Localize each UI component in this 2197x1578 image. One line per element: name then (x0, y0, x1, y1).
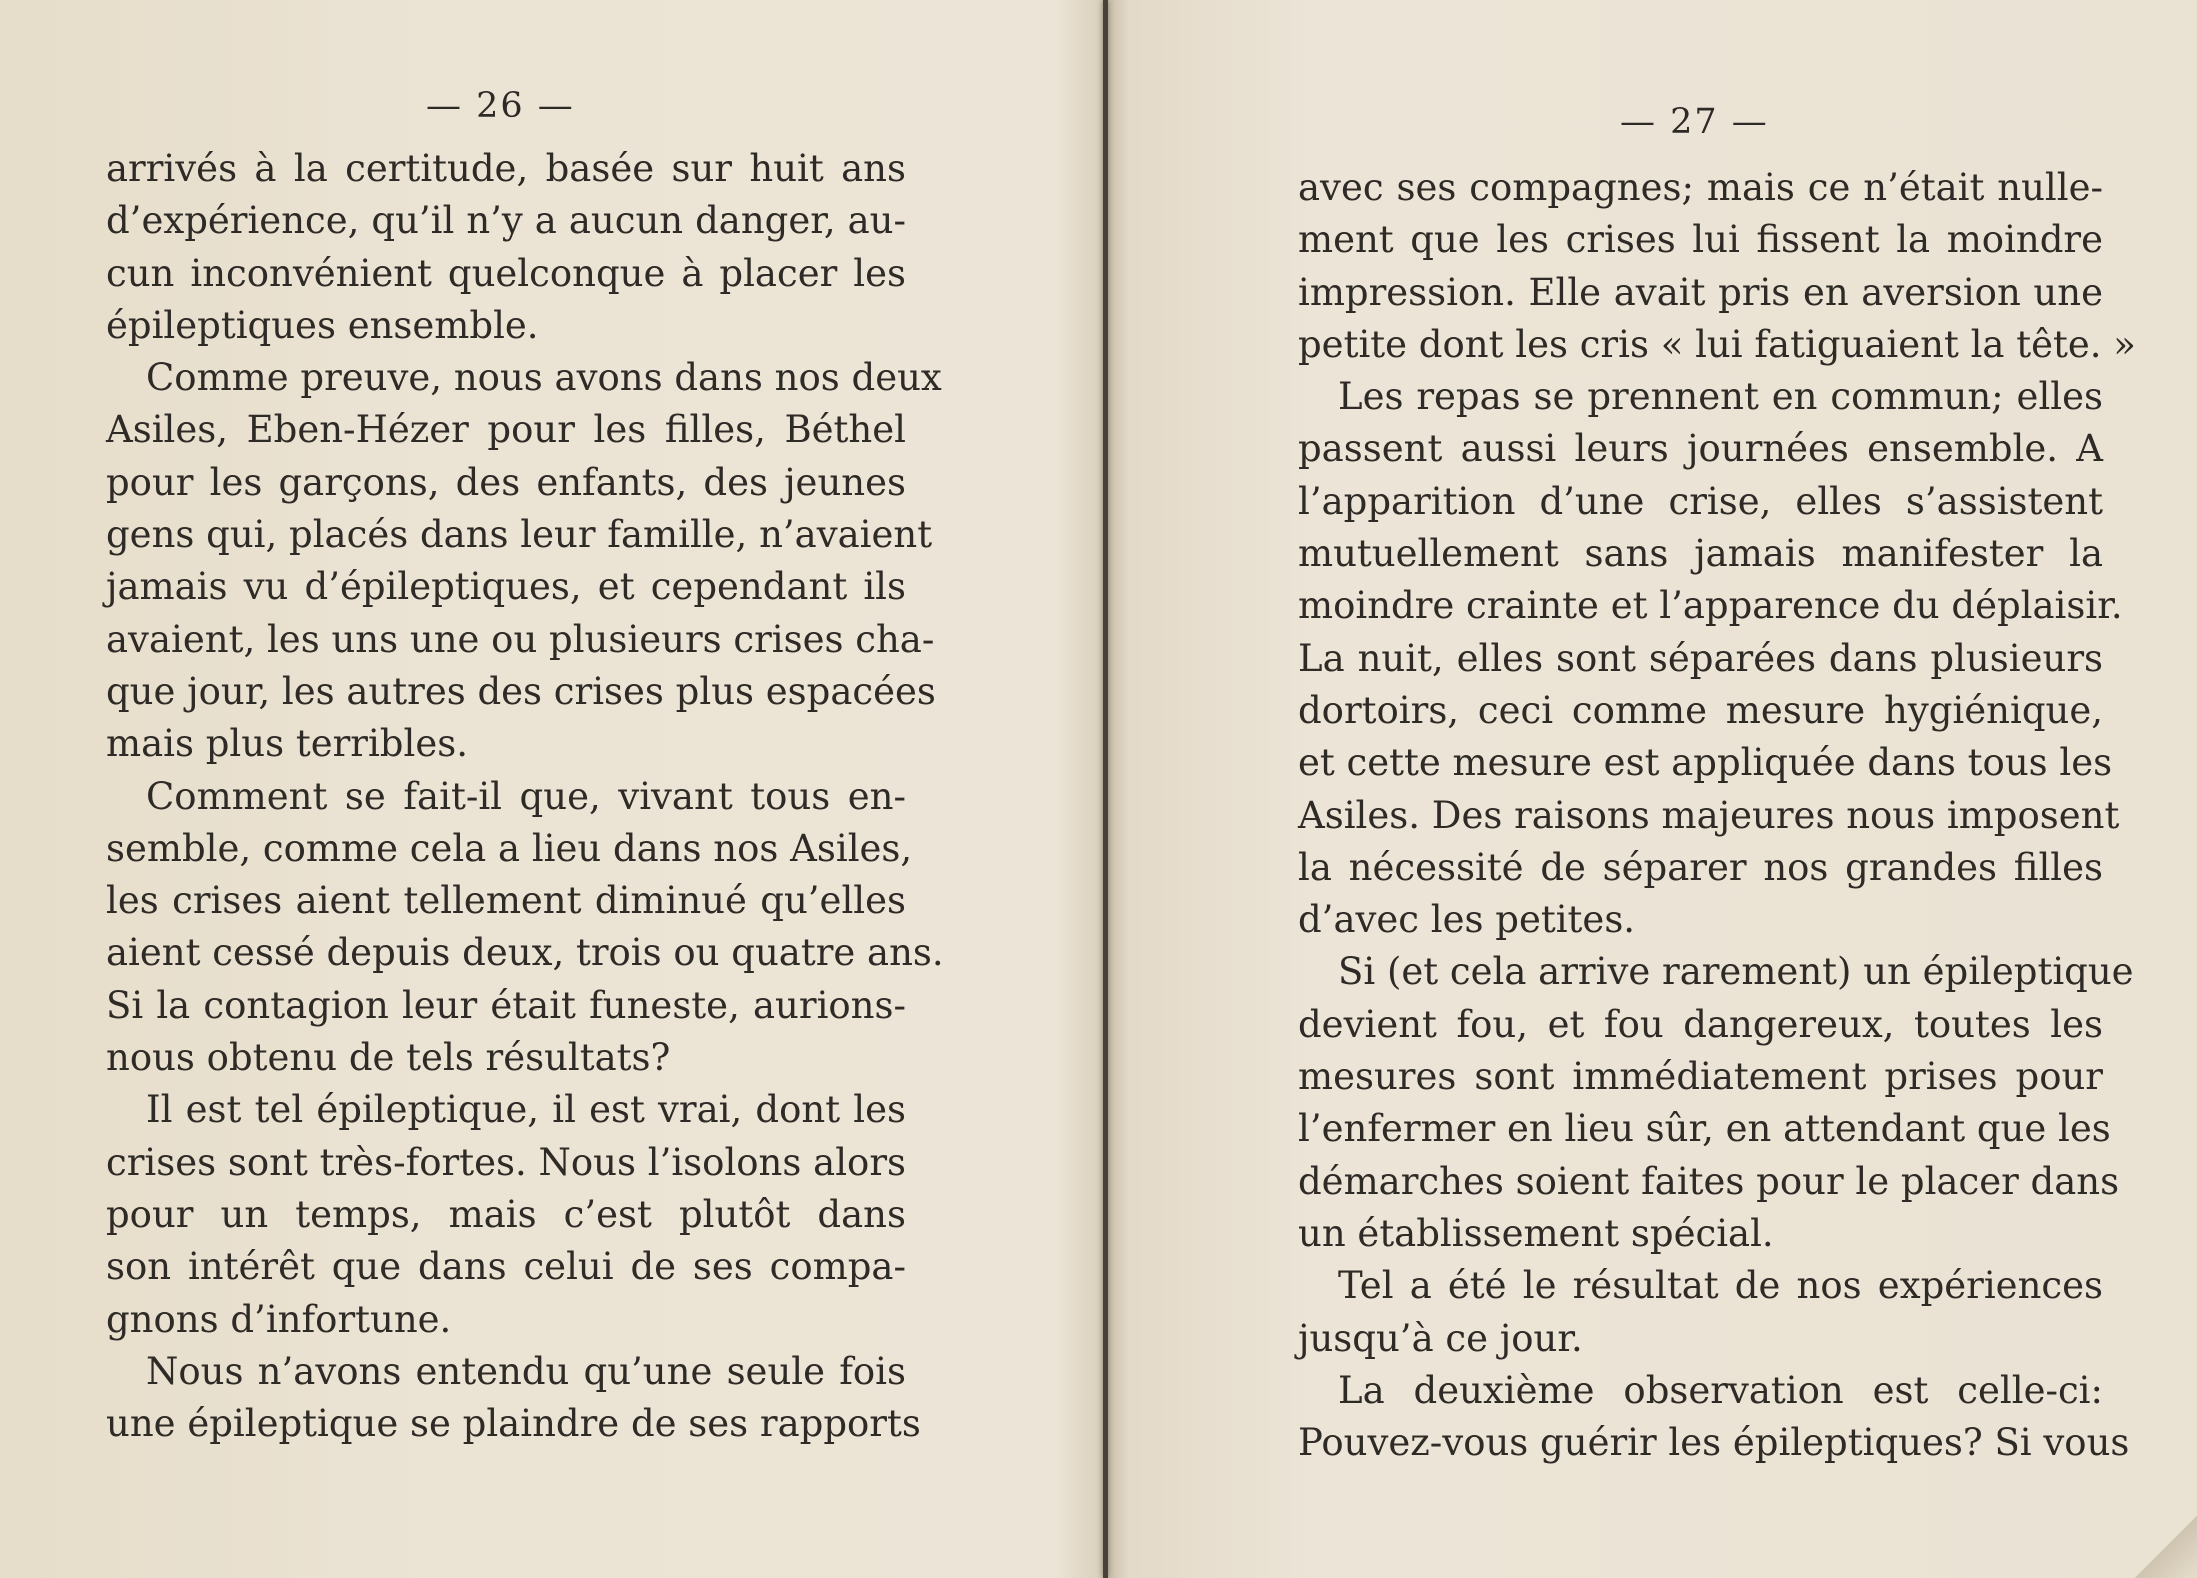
text-line: La deuxième observation est celle-ci: (1338, 1368, 2103, 1412)
text-line: Si (et cela arrive rarement) un épileptique (1338, 950, 2134, 994)
text-line: ment que les crises lui fissent la moindre (1298, 218, 2103, 262)
right-page-text (1298, 162, 2136, 1469)
text-line: d’expérience, qu’il n’y a aucun danger, au- (106, 199, 906, 243)
text-line: Il est tel épileptique, il est vrai, dont les (146, 1088, 906, 1132)
text-line: Comme preuve, nous avons dans nos deux (146, 356, 942, 400)
text-line: et cette mesure est appliquée dans tous les (1298, 741, 2113, 785)
text-line: Pouvez-vous guérir les épileptiques? Si vous (1298, 1421, 2130, 1465)
text-line: jamais vu d’épileptiques, et cependant ils (106, 565, 906, 609)
text-line: épileptiques ensemble. (106, 303, 539, 347)
text-line: nous obtenu de tels résultats? (106, 1036, 671, 1080)
text-line: pour les garçons, des enfants, des jeunes (106, 460, 906, 504)
text-line: Si la contagion leur était funeste, aurions- (106, 983, 906, 1027)
text-line: son intérêt que dans celui de ses compa- (106, 1245, 906, 1289)
left-page-text (106, 143, 944, 1450)
text-line: petite dont les cris « lui fatiguaient la tête. » (1298, 322, 2136, 366)
text-line: mutuellement sans jamais manifester la (1298, 532, 2103, 576)
book-gutter (1103, 0, 1108, 1578)
text-line: un établissement spécial. (1298, 1211, 1774, 1255)
text-line: une épileptique se plaindre de ses rapports (106, 1402, 921, 1446)
page-number-27: — 27 — (1620, 102, 1769, 142)
text-line: La nuit, elles sont séparées dans plusieurs (1298, 636, 2103, 680)
text-line: dortoirs, ceci comme mesure hygiénique, (1298, 688, 2103, 732)
text-line: les crises aient tellement diminué qu’elles (106, 879, 906, 923)
text-line: avaient, les uns une ou plusieurs crises cha- (106, 617, 935, 661)
text-line: mesures sont immédiatement prises pour (1298, 1055, 2103, 1099)
text-line: aient cessé depuis deux, trois ou quatre ans. (106, 931, 944, 975)
text-line: semble, comme cela a lieu dans nos Asiles, (106, 826, 913, 870)
text-line: Asiles, Eben-Hézer pour les filles, Béthel (106, 408, 906, 452)
text-line: arrivés à la certitude, basée sur huit ans (106, 147, 906, 190)
text-line: démarches soient faites pour le placer dans (1298, 1159, 2120, 1203)
text-line: passent aussi leurs journées ensemble. A (1298, 427, 2103, 471)
text-line: Nous n’avons entendu qu’une seule fois (146, 1349, 906, 1393)
text-line: impression. Elle avait pris en aversion une (1298, 270, 2103, 314)
text-line: Tel a été le résultat de nos expériences (1338, 1264, 2103, 1308)
text-line: la nécessité de séparer nos grandes filles (1298, 845, 2103, 889)
text-line: d’avec les petites. (1298, 898, 1636, 942)
text-line: l’enfermer en lieu sûr, en attendant que les (1298, 1107, 2111, 1151)
text-line: moindre crainte et l’apparence du déplaisir. (1298, 584, 2123, 628)
text-line: Asiles. Des raisons majeures nous imposent (1298, 793, 2120, 837)
text-line: gens qui, placés dans leur famille, n’avaient (106, 513, 933, 557)
text-line: jusqu’à ce jour. (1298, 1316, 1583, 1360)
text-line: pour un temps, mais c’est plutôt dans (106, 1192, 906, 1236)
text-line: que jour, les autres des crises plus espacées (106, 669, 936, 713)
page-number-26: — 26 — (426, 86, 575, 126)
right-page (1110, 0, 2197, 1578)
text-line: avec ses compagnes; mais ce n’était nulle- (1298, 166, 2103, 209)
text-line: devient fou, et fou dangereux, toutes les (1298, 1002, 2103, 1046)
text-line: Les repas se prennent en commun; elles (1338, 375, 2103, 419)
text-line: crises sont très-fortes. Nous l’isolons alors (106, 1140, 906, 1184)
text-line: mais plus terribles. (106, 722, 468, 766)
text-line: cun inconvénient quelconque à placer les (106, 251, 906, 295)
text-line: l’apparition d’une crise, elles s’assistent (1298, 479, 2103, 523)
page-corner-fold (2127, 1508, 2197, 1578)
text-line: gnons d’infortune. (106, 1297, 452, 1341)
text-line: Comment se fait-il que, vivant tous en- (146, 774, 906, 818)
